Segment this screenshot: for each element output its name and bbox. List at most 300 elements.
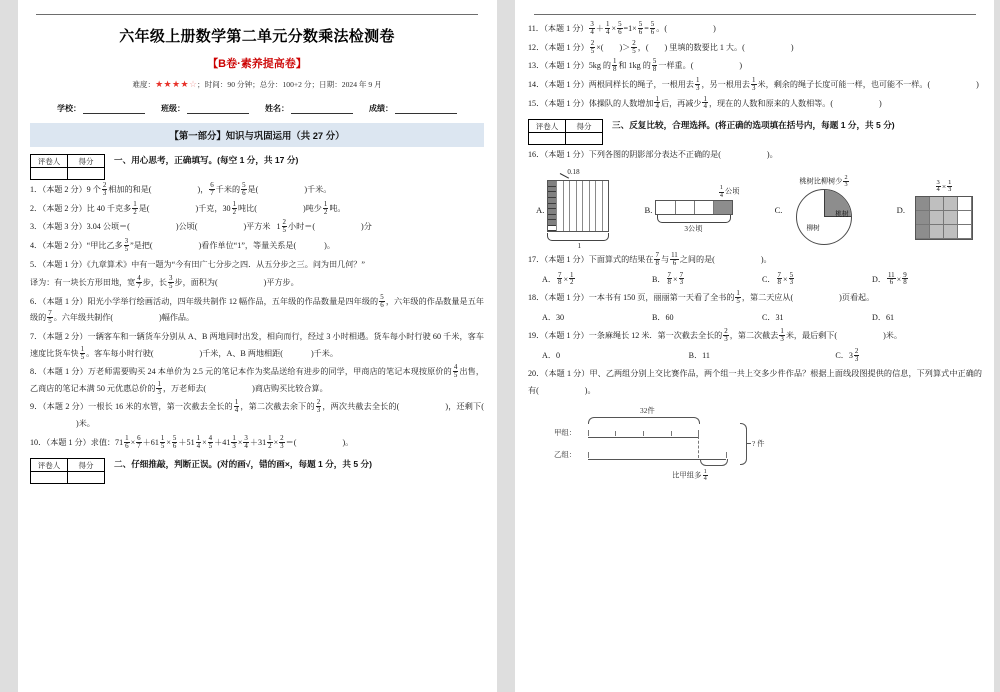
q18-option-list — [528, 309, 982, 327]
question-17 — [528, 252, 982, 268]
q16-figure-b-bar — [655, 185, 741, 234]
q10-term-1-join: ＋ — [178, 437, 187, 447]
scorebox-section-one — [30, 154, 105, 180]
section-three-row — [528, 119, 982, 145]
q17-option-0-op: × — [563, 274, 569, 284]
scorebox-reviewer-label: 评卷人 — [31, 155, 68, 168]
q16-option-b[interactable] — [645, 185, 742, 234]
q20-row2-tick-end — [726, 452, 727, 458]
q8-text-1: 万老师需要购买 24 本单价为 2.5 元的笔记本作为奖品送给有进步的同学，甲商店的笔记本现按原价的 — [87, 367, 452, 377]
q19-text-1: 一条麻绳长 12 米．第一次截去全长的 — [588, 331, 723, 341]
q16-figure-c-fraction: $\frac{2}{3}$ — [844, 173, 848, 188]
q18-option-2-value: 31 — [775, 312, 784, 322]
question-4 — [30, 238, 484, 255]
q10-text-1: 求值： — [90, 437, 116, 447]
q3-text-4: 小时＝( — [288, 222, 316, 232]
q17-option-0-fraction-a: $\frac{7}{8}$ — [557, 270, 562, 287]
q6-fraction-1: $\frac{5}{6}$ — [380, 292, 384, 309]
q1-fraction-3: $\frac{5}{6}$ — [242, 181, 246, 197]
scorebox-section-two — [30, 458, 105, 484]
q18-option-2[interactable] — [762, 309, 872, 327]
sheet-left — [18, 0, 496, 692]
q2-text-2: 是( — [138, 203, 150, 213]
q20-points: （本题 1 分） — [544, 369, 590, 379]
q11-tail-2: ) — [713, 24, 716, 34]
q16-figure-c-caption-text: 桃树比柳树少 — [799, 177, 843, 186]
q19-option-0-key: A． — [542, 350, 556, 360]
scorebox3-score-cell[interactable] — [566, 133, 603, 145]
q16-option-a-label: A. — [536, 204, 545, 215]
part-one-banner: 【第一部分】知识与巩固运用（共 27 分） — [30, 123, 484, 147]
q19-option-1[interactable] — [689, 347, 836, 365]
q17-option-1-fraction-b: $\frac{7}{3}$ — [679, 270, 684, 287]
q6-text-4: )幅作品。 — [159, 313, 195, 323]
q12-fraction-1: $\frac{2}{5}$ — [590, 38, 595, 55]
q18-option-3-value: 61 — [885, 312, 895, 322]
q17-option-1-op: × — [672, 274, 678, 284]
q2-text-1: 比 40 千克多 — [86, 203, 132, 213]
q16-option-d-label: D. — [896, 204, 905, 215]
q12-text-1: ×( — [596, 42, 604, 52]
question-12 — [528, 40, 982, 57]
q11-fraction-3: $\frac{5}{6}$ — [618, 20, 622, 36]
q19-option-2-key: C． — [835, 350, 849, 360]
q17-option-3-fraction-b: $\frac{9}{8}$ — [903, 270, 907, 287]
q20-top-brace — [588, 417, 700, 424]
page-edge-left — [0, 0, 18, 692]
q18-text-2: ，第二天应从( — [741, 293, 794, 303]
field-class-label: 班级： — [161, 104, 185, 113]
field-name[interactable] — [265, 103, 353, 114]
page-gutter — [497, 0, 515, 692]
q12-text-2: )＞ — [619, 42, 631, 52]
q6-num: 6． — [30, 296, 43, 306]
scorebox-reviewer-cell[interactable] — [31, 168, 68, 180]
page-edge-right — [994, 0, 1000, 692]
q19-option-0-value: 0 — [555, 350, 560, 360]
q20-row2-tick-start — [588, 452, 589, 458]
q2-text-5: )吨少 — [302, 203, 322, 213]
q16-option-d[interactable] — [897, 180, 980, 240]
q18-option-1-key: B． — [652, 312, 666, 322]
q18-option-1[interactable] — [652, 309, 762, 327]
q5-fraction-2: $\frac{3}{5}$ — [169, 274, 173, 291]
question-1 — [30, 182, 484, 199]
q19-points: （本题 1 分） — [544, 331, 589, 341]
question-16 — [528, 147, 982, 163]
q19-option-2-value: 3 — [848, 350, 853, 360]
q15-fraction-2: $\frac{1}{4}$ — [703, 94, 707, 111]
field-class-line[interactable] — [187, 104, 249, 114]
q12-text-4: ) 里填的数要比 1 大。( — [664, 42, 745, 52]
q4-text-1: “甲比乙多 — [86, 240, 123, 250]
q10-term-4-whole: 31 — [258, 437, 267, 447]
question-8 — [30, 364, 484, 397]
q17-option-1[interactable] — [652, 271, 762, 289]
q7-text-1: 一辆客车和一辆货车分别从 A、B 两地同时出发，相向而行，经过 3 小时相遇。货车每小时行驶 60 千米，客车速度比货车快 — [30, 331, 484, 358]
q16-figure-d-caption — [908, 180, 980, 194]
q14-text-2: ，另一根用去 — [701, 79, 751, 89]
q10-term-0-op: × — [130, 437, 136, 447]
q3-fraction-1: $\frac{2}{5}$ — [282, 218, 287, 235]
q5-text-3: 步，长 — [142, 278, 168, 288]
q10-term-1-fraction-b: $\frac{5}{6}$ — [172, 433, 177, 450]
q6-text-2: ，六年级的作品数量是五年级的 — [30, 296, 484, 323]
q17-fraction-1: $\frac{7}{8}$ — [655, 251, 659, 268]
q1-text-6: )千米。 — [304, 185, 332, 195]
q13-points: （本题 1 分） — [544, 61, 589, 71]
question-5 — [30, 257, 484, 274]
q12-fraction-2: $\frac{2}{5}$ — [632, 38, 636, 55]
q18-text-3: )页看起。 — [839, 293, 875, 303]
q10-term-2-join: ＋ — [214, 437, 223, 447]
q18-option-0[interactable] — [528, 309, 652, 327]
q20-num: 20． — [528, 369, 545, 379]
scorebox2-score-label: 得分 — [68, 459, 105, 472]
q1-text-2: 相加的和是( — [108, 185, 152, 195]
page-title: 六年级上册数学第二单元分数乘法检测卷 — [119, 28, 395, 45]
q16-figure-a-brace — [547, 233, 609, 241]
q7-num: 7． — [30, 331, 43, 341]
q16-figure-d-fraction-1: $\frac{3}{4}$ — [936, 178, 940, 194]
q10-term-2-op: × — [202, 437, 207, 447]
q20-text-1: 甲、乙两组分别上交比赛作品，两个组一共上交多少件作品？根据上面线段图提供的信息，下列算式中正确的有( — [528, 369, 982, 395]
q16-figure-b-unit: 公顷 — [725, 187, 740, 196]
field-name-label: 姓名： — [265, 104, 289, 113]
q19-text-2: ，第二次截去 — [729, 331, 779, 341]
question-19 — [528, 328, 982, 344]
q20-text-2: )。 — [584, 385, 596, 395]
question-10 — [30, 435, 484, 452]
q16-option-c-label: C. — [774, 204, 783, 215]
q10-term-1-whole: 61 — [150, 437, 159, 447]
q17-option-list — [528, 271, 982, 289]
stars-filled-icon: ★★★★ — [155, 79, 189, 89]
q11-tail-1: 。( — [656, 24, 668, 34]
question-11 — [528, 21, 982, 38]
q17-points: （本题 1 分） — [544, 255, 589, 265]
q16-figure-a-grid — [547, 169, 611, 250]
q16-figure-d-operator: × — [941, 181, 947, 191]
q18-option-0-key: A． — [542, 312, 556, 322]
q2-num: 2． — [30, 203, 43, 213]
q8-text-4: )商店购买比较合算。 — [252, 383, 328, 393]
q20-bottom-brace — [700, 459, 728, 466]
q7-text-3: )千米，A、B 两地相距( — [199, 348, 283, 358]
page-subtitle: 【B卷·素养提高卷】 — [207, 58, 307, 70]
scorebox2-score-cell[interactable] — [68, 472, 105, 484]
q7-points: （本题 2 分） — [42, 331, 88, 341]
q18-text-1: 一本书有 150 页，丽丽第一天看了全书的 — [588, 293, 735, 303]
q6-text-1: 阳光小学举行绘画活动，四年级共制作 12 幅作品，五年级的作品数量是四年级的 — [87, 296, 379, 306]
q20-bottom-fraction: $\frac{1}{4}$ — [703, 467, 707, 483]
q16-figure-d-fraction-2: $\frac{1}{3}$ — [948, 178, 952, 194]
q16-points: （本题 1 分） — [544, 150, 589, 160]
q16-text-1: 下列各图的阴影部分表达不正确的是( — [588, 150, 721, 160]
q20-right-brace — [740, 423, 747, 465]
q3-points: （本题 3 分） — [42, 222, 87, 232]
scorebox2-reviewer-cell[interactable] — [31, 472, 68, 484]
q9-points: （本题 2 分） — [42, 402, 89, 412]
q1-fraction-1: $\frac{2}{3}$ — [102, 181, 107, 197]
q13-text-4: ) — [739, 61, 743, 71]
question-14 — [528, 77, 982, 94]
q17-text-2: 与 — [660, 255, 670, 265]
exam-meta-suffix: ；时间：90 分钟；总分：100+2 分；日期：2024 年 9 月 — [197, 80, 382, 89]
q19-option-list — [528, 347, 982, 365]
question-3 — [30, 219, 484, 236]
q10-term-4-op: × — [273, 437, 279, 447]
scorebox3-score-label: 得分 — [566, 120, 603, 133]
q17-option-2-op: × — [782, 274, 788, 284]
q16-option-b-label: B. — [644, 204, 653, 215]
q12-points: （本题 1 分） — [544, 42, 589, 52]
q17-option-0-fraction-b: $\frac{1}{2}$ — [570, 270, 574, 287]
q11-op-1: ＋ — [595, 24, 604, 34]
q10-term-3-join: ＋ — [249, 437, 259, 447]
q9-text-3: ，两次共截去全长的( — [322, 402, 400, 412]
q16-figure-a-top-label: 0.18 — [567, 168, 580, 177]
q13-fraction-1: $\frac{1}{8}$ — [612, 57, 617, 74]
q1-text-5: 是( — [247, 185, 259, 195]
q2-points: （本题 2 分） — [42, 203, 87, 213]
q10-term-1-fraction-a: $\frac{1}{5}$ — [160, 433, 165, 450]
q17-option-3-op: × — [896, 274, 902, 284]
q11-fraction-4: $\frac{5}{6}$ — [638, 20, 643, 36]
q1-text-1: 9 个 — [86, 185, 101, 195]
q20-row2-label: 乙组： — [554, 449, 577, 459]
q14-fraction-1: $\frac{1}{3}$ — [695, 75, 700, 92]
q20-right-label: ? 件 — [752, 438, 765, 448]
q10-num: 10． — [30, 437, 47, 447]
q10-term-2-fraction-b: $\frac{4}{5}$ — [208, 433, 213, 450]
q3-whole-1: 1 — [276, 222, 281, 232]
q16-figure-a-bottom-label: 1 — [577, 242, 582, 251]
q2-fraction-1: $\frac{1}{2}$ — [133, 199, 137, 216]
q16-text-2: )。 — [766, 150, 778, 160]
q13-fraction-2: $\frac{5}{8}$ — [652, 57, 657, 74]
scorebox-score-cell[interactable] — [68, 168, 105, 180]
q19-option-2[interactable] — [835, 347, 982, 365]
field-school-label: 学校： — [57, 104, 81, 113]
field-school-line[interactable] — [83, 104, 145, 114]
q17-option-2-fraction-b: $\frac{5}{3}$ — [789, 270, 794, 287]
q7-text-2: 。客车每小时行驶( — [86, 348, 154, 358]
q17-text-1: 下面算式的结果在 — [588, 255, 654, 265]
q11-num: 11． — [528, 24, 544, 34]
q3-text-3: )平方米 — [243, 222, 271, 232]
q9-text-5: )米。 — [76, 419, 95, 429]
question-15 — [528, 96, 982, 113]
q4-text-4: )。 — [324, 240, 335, 250]
q4-fraction-1: $\frac{3}{5}$ — [124, 236, 129, 253]
question-6 — [30, 294, 484, 327]
q15-text-2: 后，再减少 — [660, 98, 702, 108]
q8-text-3: ，万老师去( — [162, 383, 207, 393]
q3-text-2: )公顷( — [175, 222, 198, 232]
q17-option-1-key: B． — [652, 274, 666, 284]
q19-fraction-1: $\frac{2}{3}$ — [724, 327, 728, 344]
q11-fraction-5: $\frac{5}{6}$ — [650, 20, 655, 36]
q16-option-a[interactable] — [536, 169, 611, 250]
q16-option-c[interactable] — [775, 175, 864, 245]
q5-text-5: )平方步。 — [263, 278, 299, 288]
q5-num: 5． — [30, 259, 43, 269]
q10-term-2-fraction-a: $\frac{1}{4}$ — [196, 433, 201, 450]
q9-fraction-1: $\frac{1}{4}$ — [234, 398, 239, 415]
field-name-line[interactable] — [291, 104, 353, 114]
q16-figure-c-label-willow: 柳树 — [806, 225, 820, 232]
scorebox3-reviewer-cell[interactable] — [529, 133, 566, 145]
q17-option-3-key: D． — [872, 274, 886, 284]
section-two-heading: 二、仔细推敲，判断正误。(对的画√，错的画×，每题 1 分，共 5 分) — [114, 459, 373, 470]
q2-text-6: 吨。 — [329, 203, 346, 213]
q20-row1-tick-2 — [643, 431, 644, 436]
q15-fraction-1: $\frac{1}{4}$ — [655, 94, 659, 111]
q6-fraction-2: $\frac{7}{5}$ — [48, 309, 52, 326]
q20-bottom-label-text: 比甲组多 — [672, 470, 702, 480]
field-score[interactable] — [369, 103, 457, 114]
q11-op-3: =1× — [623, 24, 637, 34]
q17-option-2-key: C． — [762, 274, 776, 284]
q10-term-0-fraction-a: $\frac{1}{6}$ — [125, 433, 129, 450]
q18-option-3-key: D． — [872, 312, 886, 322]
section-one-heading: 一、用心思考，正确填写。(每空 1 分，共 17 分) — [114, 155, 299, 165]
question-18 — [528, 290, 982, 306]
scorebox-section-three — [528, 119, 603, 145]
q20-row1-segment — [588, 436, 698, 438]
q16-figure-c-label-peach: 桃树 — [835, 211, 849, 218]
q4-num: 4． — [30, 240, 43, 250]
q1-num: 1． — [30, 185, 43, 195]
q6-text-3: 。六年级共制作( — [53, 313, 114, 323]
scorebox3-reviewer-label: 评卷人 — [529, 120, 566, 133]
q12-num: 12． — [528, 42, 545, 52]
student-fields — [30, 103, 484, 114]
q18-option-3[interactable] — [872, 309, 982, 327]
q18-option-1-value: 60 — [665, 312, 674, 322]
q19-option-1-value: 11 — [702, 350, 710, 360]
q16-figure-row — [536, 169, 980, 250]
q10-term-3-fraction-a: $\frac{1}{3}$ — [232, 433, 236, 450]
q20-row1-tick-1 — [615, 431, 616, 436]
q18-points: （本题 1 分） — [544, 293, 589, 303]
q16-figure-c-pie — [785, 175, 863, 245]
section-one-row — [30, 154, 484, 180]
q1-points: （本题 2 分） — [42, 185, 87, 195]
q8-fraction-2: $\frac{1}{3}$ — [157, 379, 161, 396]
q15-text-1: 体操队的人数增加 — [588, 98, 654, 108]
q1-text-3: )， — [197, 185, 209, 195]
q13-num: 13． — [528, 61, 545, 71]
q16-figure-b-top-label — [655, 185, 741, 200]
q18-option-0-value: 30 — [555, 312, 565, 322]
q9-text-2: ，第二次截去余下的 — [240, 402, 315, 412]
difficulty-label: 难度： — [132, 80, 156, 89]
q14-text-4: ) — [976, 79, 979, 89]
q14-points: （本题 1 分） — [544, 79, 589, 89]
header-rule — [36, 14, 478, 15]
q10-term-0-join: ＋ — [142, 437, 151, 447]
q17-option-2-fraction-a: $\frac{7}{8}$ — [777, 270, 781, 287]
field-school[interactable] — [57, 103, 145, 114]
q10-expression — [115, 433, 297, 450]
q10-term-4-fraction-a: $\frac{1}{2}$ — [268, 433, 272, 450]
q11-op-4: = — [644, 24, 649, 34]
q15-num: 15． — [528, 98, 545, 108]
section-two-row — [30, 458, 484, 484]
q14-num: 14． — [528, 79, 545, 89]
q20-line-diagram — [554, 405, 854, 497]
q3-text-1: 3.04 公顷＝( — [86, 222, 130, 232]
q10-term-3-fraction-b: $\frac{3}{4}$ — [244, 433, 248, 450]
question-20 — [528, 366, 982, 398]
scorebox2-reviewer-label: 评卷人 — [31, 459, 68, 472]
q9-text-1: 一根长 16 米的水管，第一次截去全长的 — [88, 402, 233, 412]
q4-points: （本题 2 分） — [42, 240, 87, 250]
q4-text-2: ”是把( — [130, 240, 153, 250]
q20-right-nub — [746, 443, 751, 444]
stars-empty-icon: ☆ — [188, 79, 198, 89]
q19-fraction-2: $\frac{1}{3}$ — [780, 327, 784, 344]
q2-text-4: 吨比( — [238, 203, 257, 213]
q15-points: （本题 1 分） — [544, 98, 589, 108]
question-13 — [528, 58, 982, 75]
q14-text-3: 米，剩余的绳子长度可能一样，也可能不一样。( — [757, 79, 931, 89]
q5-points: （本题 1 分） — [42, 259, 87, 269]
q10-points: （本题 1 分） — [46, 437, 91, 447]
section-three-heading: 三、反复比较，合理选择。(将正确的选项填在括号内，每题 1 分，共 5 分) — [612, 120, 895, 131]
q6-points: （本题 1 分） — [42, 296, 88, 306]
q12-text-3: ，( — [637, 42, 649, 52]
q3-num: 3． — [30, 222, 43, 232]
q8-fraction-1: $\frac{4}{5}$ — [453, 363, 458, 380]
q17-option-0[interactable] — [528, 271, 652, 289]
q11-fraction-2: $\frac{1}{4}$ — [606, 20, 610, 36]
q8-text-2: 出售，乙商店的笔记本满 50 元优惠总价的 — [30, 367, 484, 393]
field-class[interactable] — [161, 103, 249, 114]
sheet-right — [516, 0, 994, 692]
q7-text-4: )千米。 — [310, 348, 338, 358]
question-5-cont — [30, 275, 484, 292]
q17-option-2[interactable] — [762, 271, 872, 289]
q1-fraction-2: $\frac{6}{7}$ — [210, 181, 214, 197]
q10-term-2-whole: 51 — [186, 437, 195, 447]
q7-fraction-1: $\frac{1}{5}$ — [80, 344, 85, 361]
q19-option-1-key: B． — [688, 350, 703, 360]
q17-fraction-2: $\frac{11}{6}$ — [671, 251, 678, 268]
q20-divider-dashed — [698, 436, 699, 458]
q19-text-3: 米，最后剩下( — [785, 331, 838, 341]
q15-text-4: ) — [879, 98, 882, 108]
q2-fraction-2: $\frac{1}{2}$ — [232, 199, 237, 216]
question-2 — [30, 201, 484, 218]
q15-text-3: ，现在的人数和原来的人数相等。( — [708, 98, 834, 108]
q5-text-4: 步，面积为( — [174, 278, 218, 288]
q19-option-0[interactable] — [528, 347, 689, 365]
q16-figure-a-shaded-column — [548, 181, 557, 231]
field-score-line[interactable] — [395, 104, 457, 114]
q9-num: 9． — [30, 402, 43, 412]
q16-figure-b-brace — [657, 215, 731, 223]
q17-num: 17． — [528, 255, 545, 265]
q10-term-3-op: × — [237, 437, 243, 447]
q10-term-0-whole: 71 — [115, 437, 124, 447]
q12-text-5: ) — [790, 42, 794, 52]
q17-option-3[interactable] — [872, 271, 982, 289]
q10-tail: )。 — [342, 437, 354, 447]
question-7 — [30, 329, 484, 362]
